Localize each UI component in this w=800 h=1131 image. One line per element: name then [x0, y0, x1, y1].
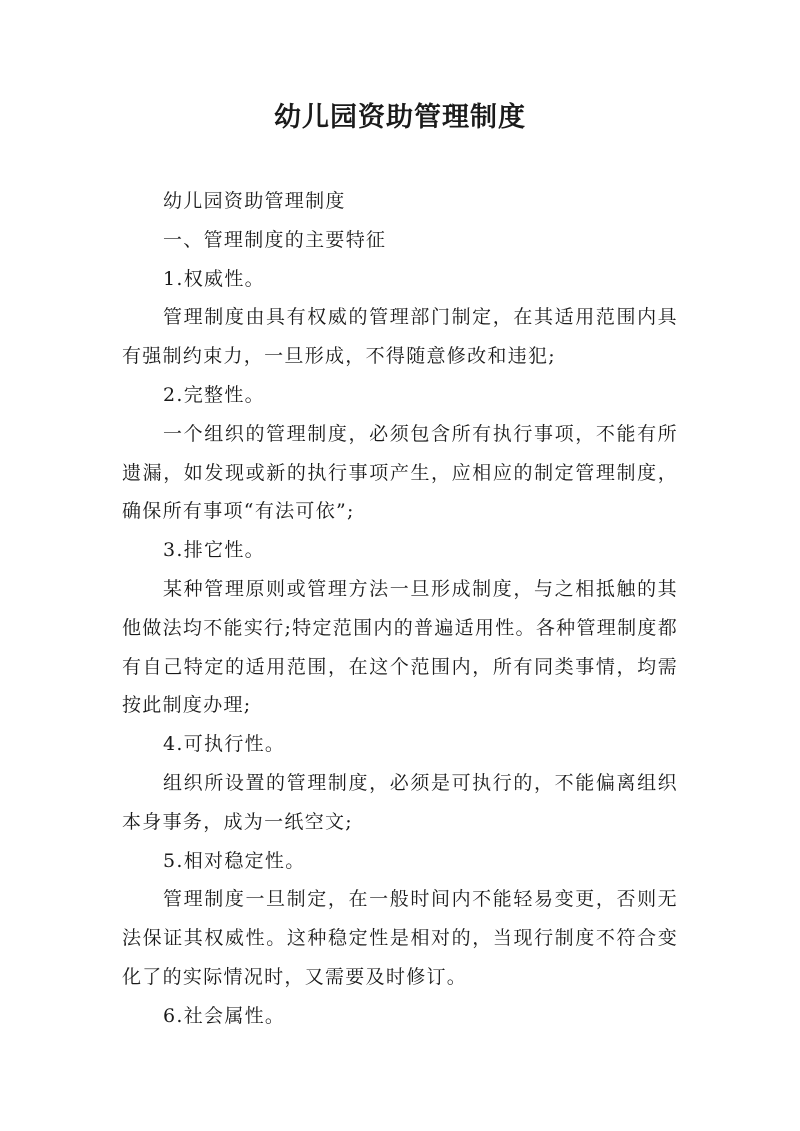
section-heading-main-features: 一、管理制度的主要特征 [163, 228, 387, 251]
paragraph-authority: 管理制度由具有权威的管理部门制定，在其适用范围内具有强制约束力，一旦形成，不得随意修改和违犯; [122, 306, 678, 368]
document-title: 幼儿园资助管理制度 [274, 102, 526, 133]
item-heading-executability: 4.可执行性。 [163, 733, 286, 756]
item-heading-social-attribute: 6.社会属性。 [163, 1004, 286, 1027]
paragraph-stability: 管理制度一旦制定，在一般时间内不能轻易变更，否则无法保证其权威性。这种稳定性是相对的，当现行制度不符合变化了的实际情况时，又需要及时修订。 [122, 888, 678, 988]
item-heading-stability: 5.相对稳定性。 [163, 849, 306, 872]
paragraph-doc-name: 幼儿园资助管理制度 [163, 190, 346, 212]
item-heading-completeness: 2.完整性。 [163, 383, 265, 406]
paragraph-executability: 组织所设置的管理制度，必须是可执行的，不能偏离组织本身事务，成为一纸空文; [122, 771, 678, 833]
paragraph-exclusivity: 某种管理原则或管理方法一旦形成制度，与之相抵触的其他做法均不能实行;特定范围内的普遍适用性。各种管理制度都有自己特定的适用范围，在这个范围内，所有同类事情，均需按此制度办理; [122, 577, 678, 717]
item-heading-exclusivity: 3.排它性。 [163, 539, 265, 562]
item-heading-authority: 1.权威性。 [163, 267, 265, 290]
document-body [122, 182, 678, 1036]
paragraph-completeness: 一个组织的管理制度，必须包含所有执行事项，不能有所遗漏，如发现或新的执行事项产生，应相应的制定管理制度，确保所有事项“有法可依”; [122, 422, 678, 523]
